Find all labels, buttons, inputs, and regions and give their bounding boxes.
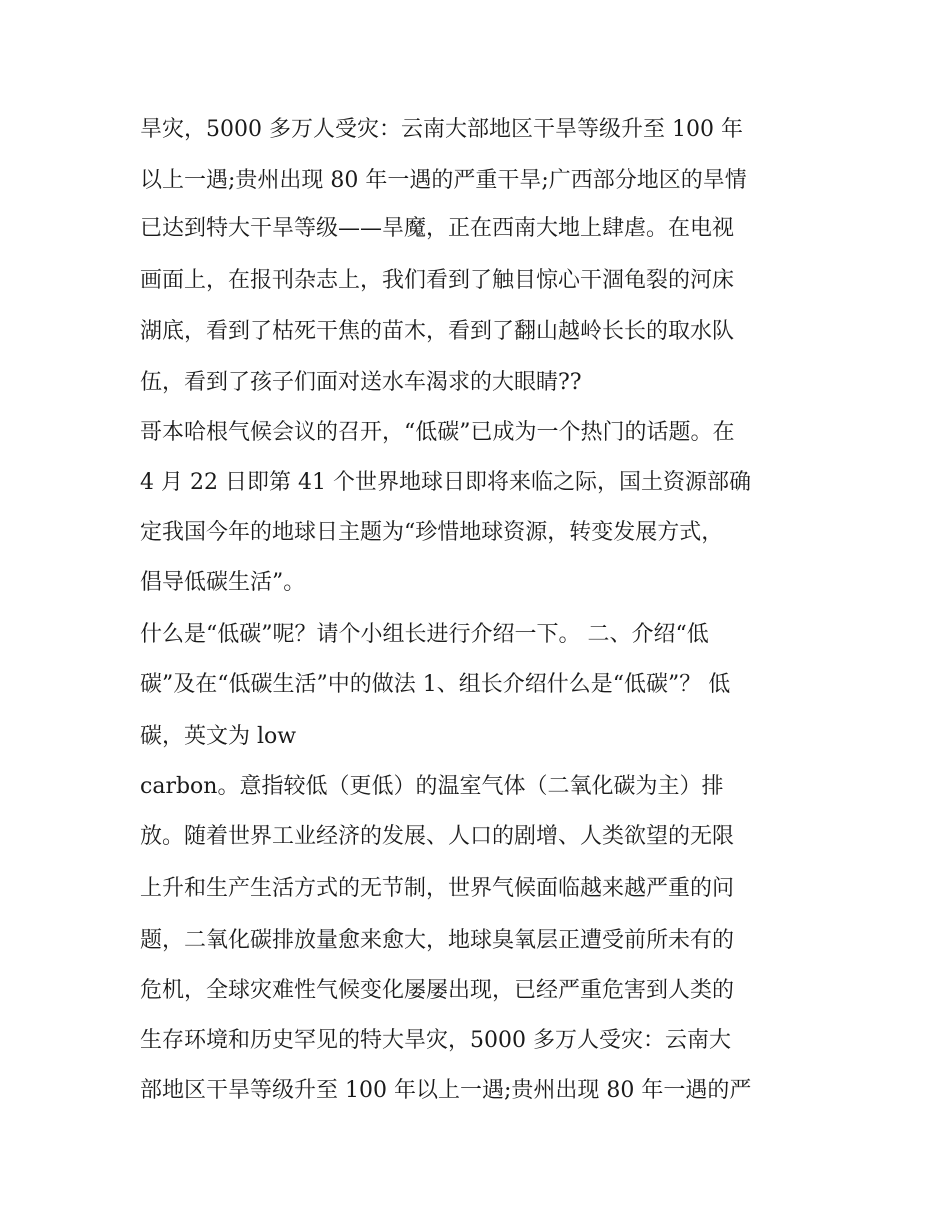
text-line: 危机，全球灾难性气候变化屡屡出现，已经严重危害到人类的: [140, 978, 735, 1003]
text-line: 伍，看到了孩子们面对送水车渴求的大眼睛??: [140, 370, 582, 395]
text-line: 已达到特大干旱等级——旱魔，正在西南大地上肆虐。在电视: [140, 216, 735, 241]
text-line: 哥本哈根气候会议的召开，“低碳”已成为一个热门的话题。在: [140, 420, 735, 445]
text-line: 湖底，看到了枯死干焦的苗木，看到了翻山越岭长长的取水队: [140, 319, 735, 344]
text-line: 部地区干旱等级升至 100 年以上一遇;贵州出现 80 年一遇的严: [140, 1078, 752, 1103]
text-line: 画面上，在报刊杂志上，我们看到了触目惊心干涸龟裂的河床: [140, 268, 735, 293]
text-line: 4 月 22 日即第 41 个世界地球日即将来临之际，国土资源部确: [140, 470, 751, 495]
text-line: 生存环境和历史罕见的特大旱灾，5000 多万人受灾：云南大: [140, 1028, 731, 1053]
text-line: 以上一遇;贵州出现 80 年一遇的严重干旱;广西部分地区的旱情: [140, 168, 747, 193]
text-line: 旱灾，5000 多万人受灾：云南大部地区干旱等级升至 100 年: [140, 117, 743, 142]
text-line: 倡导低碳生活”。: [140, 570, 306, 595]
text-line: 题，二氧化碳排放量愈来愈大，地球臭氧层正遭受前所未有的: [140, 928, 735, 953]
text-line: 上升和生产生活方式的无节制，世界气候面临越来越严重的问: [140, 876, 735, 901]
text-line: 定我国今年的地球日主题为“珍惜地球资源，转变发展方式，: [140, 520, 724, 545]
text-line: carbon。意指较低（更低）的温室气体（二氧化碳为主）排: [140, 774, 724, 799]
text-line: 碳”及在“低碳生活”中的做法 1、组长介绍什么是“低碳”？ 低: [140, 672, 731, 697]
text-line: 什么是“低碳”呢？请个小组长进行介绍一下。 二、介绍“低: [140, 622, 709, 647]
text-line: 碳，英文为 low: [140, 724, 297, 749]
text-line: 放。随着世界工业经济的发展、人口的剧增、人类欲望的无限: [140, 824, 735, 849]
